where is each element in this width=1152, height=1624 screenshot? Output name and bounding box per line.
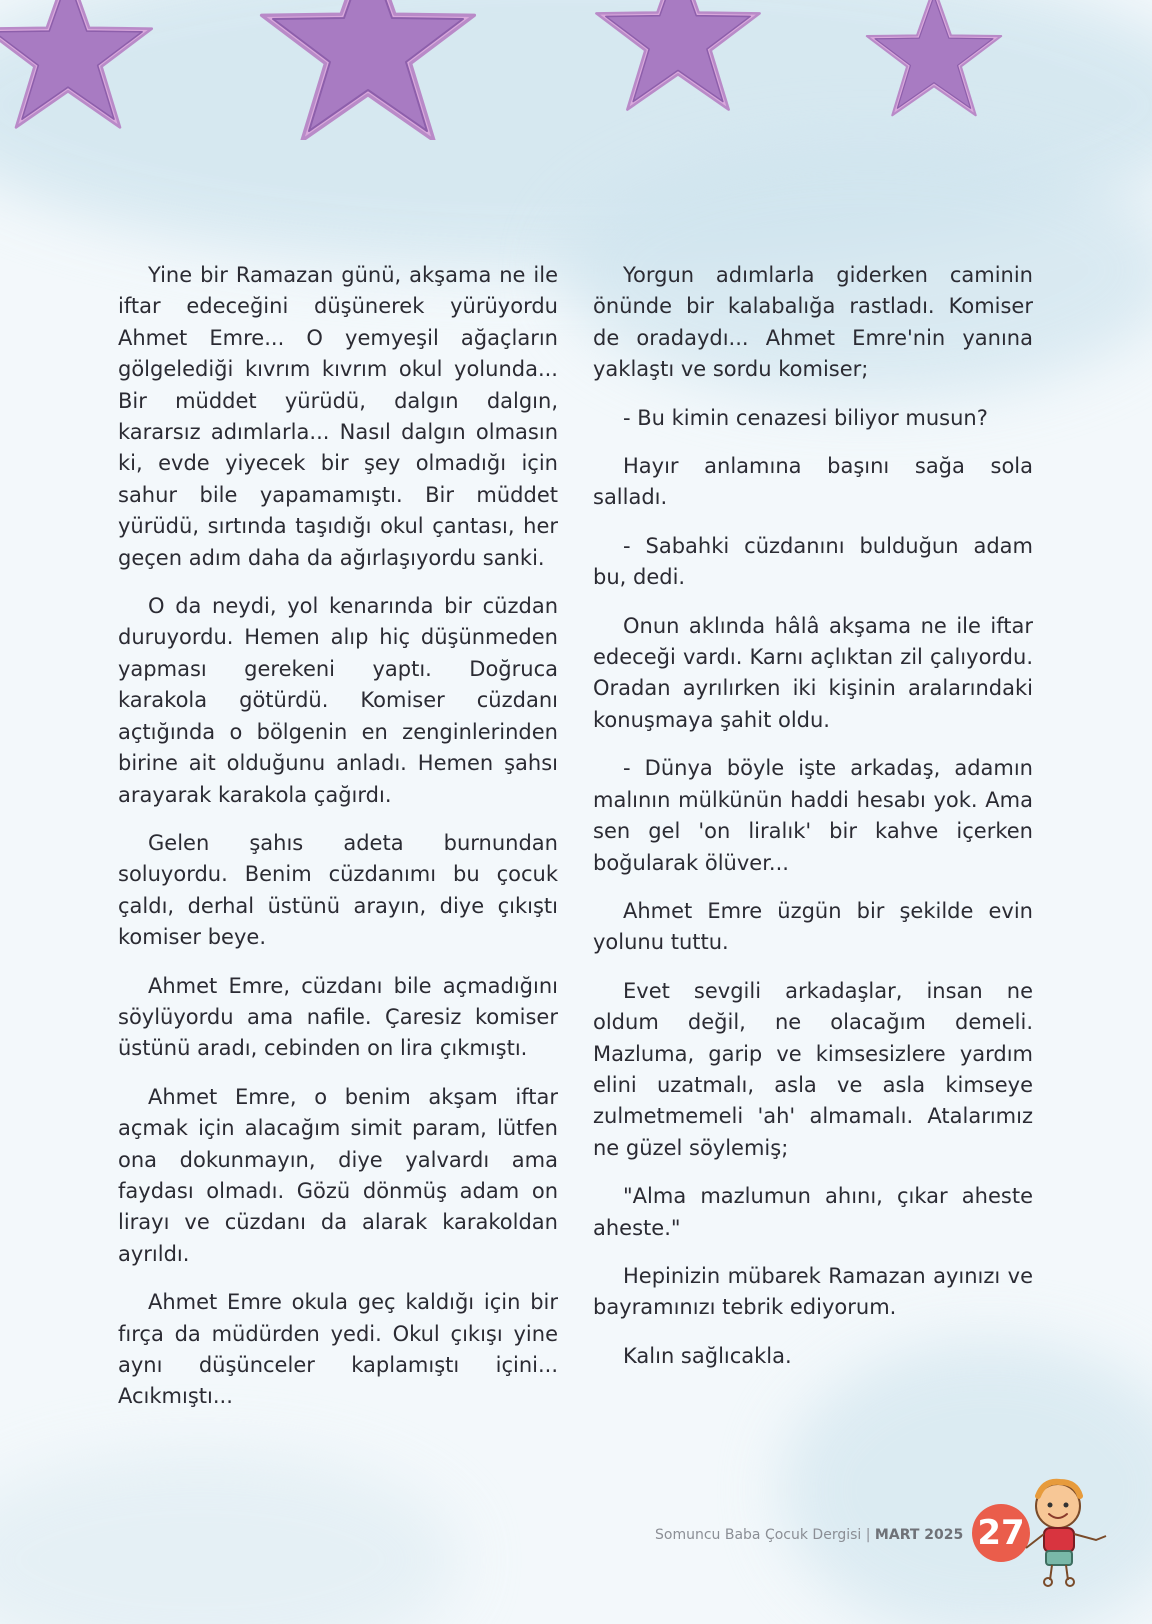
cartoon-boy-icon — [1018, 1478, 1124, 1588]
paragraph: Yorgun adımlarla giderken caminin önünde bir kalabalığa rastladı. Komiser de oradaydı... Ahmet Emre'nin yanına yaklaştı ve sordu komiser; — [593, 263, 1033, 382]
magazine-name: Somuncu Baba Çocuk Dergisi — [655, 1527, 862, 1543]
paragraph: Kalın sağlıcakla. — [623, 1343, 792, 1368]
paragraph: - Bu kimin cenazesi biliyor musun? — [623, 405, 988, 430]
page-footer — [655, 1527, 963, 1543]
paragraph: Gelen şahıs adeta burnundan soluyordu. Benim cüzdanımı bu çocuk çaldı, derhal üstünü arayın, diye çıkıştı komiser beye. — [118, 830, 558, 950]
paragraph: Yine bir Ramazan günü, akşama ne ile iftar edeceğini düşünerek yürüyordu Ahmet Emre... O yemyeşil ağaçların gölgelediği kıvrım kıvrım okul yolunda... Bir müddet yürüdü, dalgın dalgın, kararsız adımlarla... Nasıl dalgın olmasın ki, evde yiyecek bir şey olmadığı için sahur bile yapamamıştı. Bir müddet yürüdü, sırtında taşıdığı okul çantası, her geçen adım daha da ağırlaşıyordu sanki. — [118, 263, 558, 570]
paragraph: Ahmet Emre, o benim akşam iftar açmak için alacağım simit param, lütfen ona dokunmayın, diye yalvardı ama faydası olmadı. Gözü dönmüş adam on lirayı ve cüzdanı da alarak karakoldan ayrıldı. — [118, 1084, 558, 1266]
paragraph: Hayır anlamına başını sağa sola salladı. — [593, 454, 1033, 510]
paragraph: Ahmet Emre üzgün bir şekilde evin yolunu tuttu. — [593, 898, 1033, 955]
paragraph: - Dünya böyle işte arkadaş, adamın malının mülkünün haddi hesabı yok. Ama sen gel 'on liralık' bir kahve içerken boğularak ölüver... — [593, 756, 1033, 875]
star-icon — [0, 0, 152, 127]
paragraph: "Alma mazlumun ahını, çıkar aheste aheste." — [593, 1184, 1033, 1240]
stars-decoration — [0, 0, 1152, 140]
star-icon — [596, 0, 759, 110]
paragraph: Evet sevgili arkadaşlar, insan ne oldum değil, ne olacağım demeli. Mazluma, garip ve kimsesizlere yardım elini uzatmalı, asla ve asla kimseye zulmetmemeli 'ah' almamalı. Atalarımız ne güzel söylemiş; — [593, 978, 1033, 1160]
paragraph: Ahmet Emre okula geç kaldığı için bir fırça da müdürden yedi. Okul çıkışı yine aynı düşünceler kaplamıştı içini... Acıkmıştı... — [118, 1290, 558, 1409]
article-right-column — [593, 260, 1033, 1389]
paragraph: Ahmet Emre, cüzdanı bile açmadığını söylüyordu ama nafile. Çaresiz komiser üstünü aradı, cebinden on lira çıkmıştı. — [118, 973, 558, 1061]
paragraph: - Sabahki cüzdanını bulduğun adam bu, dedi. — [593, 533, 1033, 590]
watercolor-blob — [0, 1450, 460, 1624]
article-left-column — [118, 260, 558, 1430]
footer-separator: | — [865, 1527, 871, 1543]
star-icon — [262, 0, 475, 140]
paragraph: Onun aklında hâlâ akşama ne ile iftar edeceği vardı. Karnı açlıktan zil çalıyordu. Oradan ayrılırken iki kişinin aralarındaki konuşmaya şahit oldu. — [593, 613, 1033, 732]
star-icon — [867, 0, 1001, 115]
paragraph: O da neydi, yol kenarında bir cüzdan duruyordu. Hemen alıp hiç düşünmeden yapması gerekeni yaptı. Doğruca karakola götürdü. Komiser cüzdanı açtığında o bölgenin en zenginlerinden birine ait olduğunu anladı. Hemen şahsı arayarak karakola çağırdı. — [118, 594, 558, 807]
issue-date: MART 2025 — [874, 1527, 964, 1543]
page-number-badge: 27 — [972, 1504, 1030, 1562]
paragraph: Hepinizin mübarek Ramazan ayınızı ve bayramınızı tebrik ediyorum. — [593, 1263, 1033, 1320]
